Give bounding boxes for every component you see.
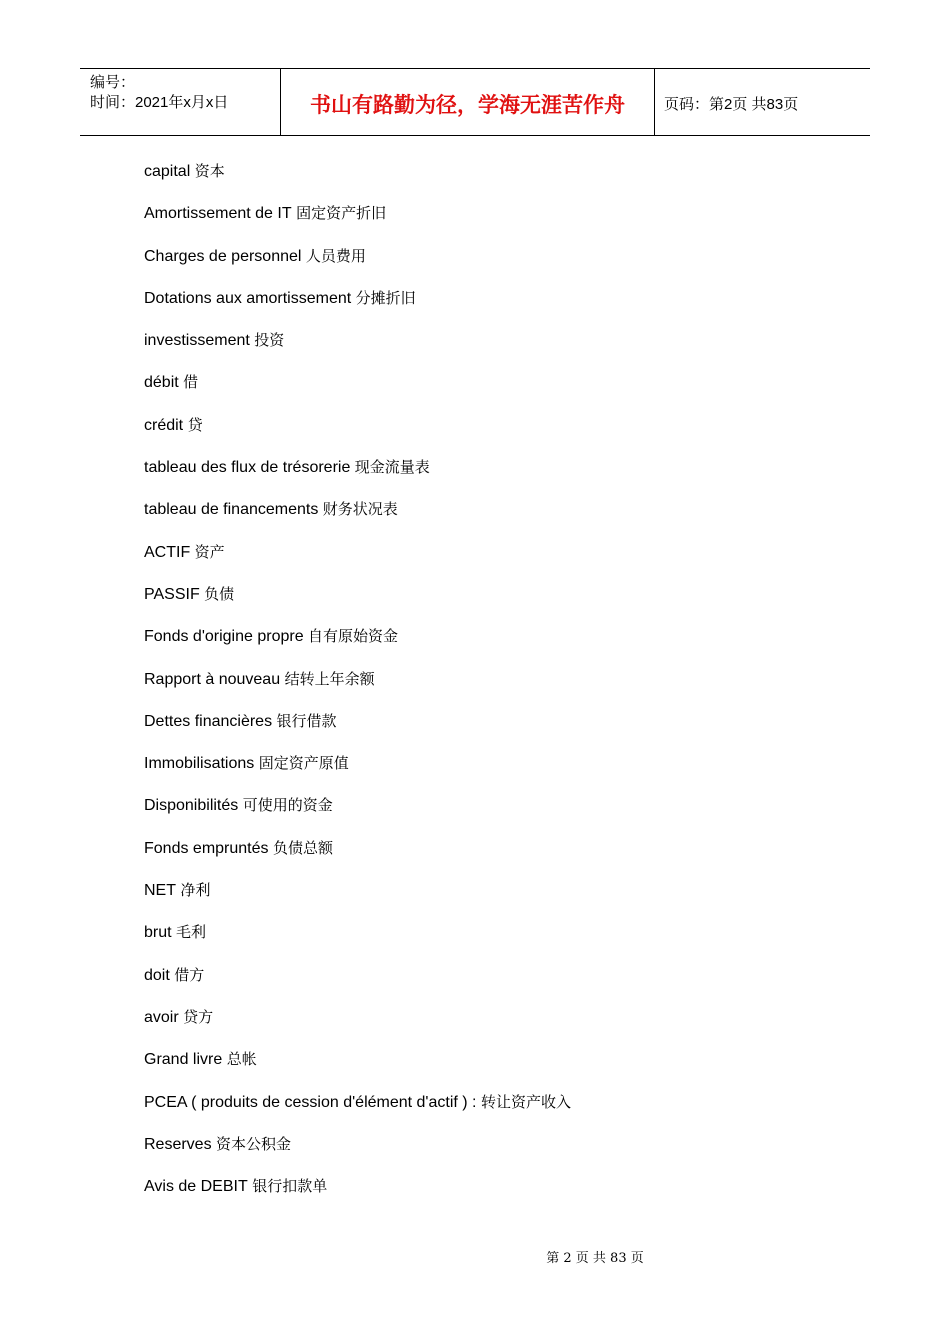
term-chinese: 自有原始资金 xyxy=(308,627,399,646)
term-chinese: 分摊折旧 xyxy=(355,288,416,307)
glossary-item xyxy=(144,329,571,371)
term-french: NET xyxy=(144,882,176,900)
term-french: débit xyxy=(144,374,179,392)
term-french: Reserves xyxy=(144,1135,212,1153)
term-french: Amortissement de IT xyxy=(144,205,292,223)
page-header xyxy=(80,68,870,136)
glossary-item xyxy=(144,245,571,287)
glossary-item xyxy=(144,1133,571,1175)
glossary-item xyxy=(144,752,571,794)
date-line: 时间：2021年x月x日 xyxy=(90,94,229,111)
page-footer xyxy=(0,1247,950,1266)
term-chinese: 财务状况表 xyxy=(322,500,398,519)
term-french: capital xyxy=(144,163,191,180)
term-french: crédit xyxy=(144,416,184,434)
glossary-item xyxy=(144,583,571,625)
term-chinese: 转让资产收入 xyxy=(480,1092,571,1111)
footer-page-number: 第 2 页 共 83 页 xyxy=(546,1251,644,1266)
term-french: Immobilisations xyxy=(144,755,255,773)
term-french: Disponibilités xyxy=(144,797,239,815)
header-page-cell xyxy=(655,69,870,135)
term-french: brut xyxy=(144,924,172,942)
term-french: PCEA ( produits de cession d'élément d'actif ) : xyxy=(144,1093,477,1111)
glossary-item xyxy=(144,456,571,498)
term-french: Charges de personnel xyxy=(144,247,302,265)
term-french: Avis de DEBIT xyxy=(144,1178,248,1196)
term-french: avoir xyxy=(144,1008,179,1026)
glossary-item xyxy=(144,1006,571,1048)
term-chinese: 贷 xyxy=(187,415,203,434)
term-french: doit xyxy=(144,966,170,984)
term-chinese: 贷方 xyxy=(183,1007,214,1026)
term-chinese: 借 xyxy=(183,373,199,392)
glossary-item xyxy=(144,794,571,836)
serial-number-label: 编号： xyxy=(90,74,136,91)
term-chinese: 负债总额 xyxy=(272,838,333,857)
glossary-item xyxy=(144,498,571,540)
glossary-item xyxy=(144,202,571,244)
glossary-item xyxy=(144,964,571,1006)
glossary-item xyxy=(144,1175,571,1217)
term-french: Rapport à nouveau xyxy=(144,670,281,688)
term-french: PASSIF xyxy=(144,585,200,603)
term-french: tableau des flux de trésorerie xyxy=(144,459,351,477)
term-chinese: 结转上年余额 xyxy=(284,669,375,688)
glossary-item xyxy=(144,1048,571,1090)
term-french: ACTIF xyxy=(144,543,191,561)
term-chinese: 净利 xyxy=(180,881,211,900)
term-french: tableau de financements xyxy=(144,501,319,519)
glossary-item xyxy=(144,414,571,456)
glossary-item xyxy=(144,287,571,329)
term-chinese: 负债 xyxy=(204,584,235,603)
glossary-item xyxy=(144,921,571,963)
term-chinese: 人员费用 xyxy=(305,246,366,265)
term-chinese: 资本 xyxy=(194,162,225,180)
term-french: Dettes financières xyxy=(144,712,273,730)
glossary-item xyxy=(144,541,571,583)
glossary-item xyxy=(144,668,571,710)
term-chinese: 银行扣款单 xyxy=(252,1177,328,1196)
glossary-item xyxy=(144,1091,571,1133)
term-chinese: 固定资产原值 xyxy=(258,754,349,773)
term-chinese: 银行借款 xyxy=(276,711,337,730)
motto-text: 书山有路勤为径，学海无涯苦作舟 xyxy=(310,92,625,117)
header-meta-cell xyxy=(80,69,281,135)
glossary-list xyxy=(144,160,571,1217)
glossary-item xyxy=(144,879,571,921)
glossary-item xyxy=(144,710,571,752)
term-chinese: 固定资产折旧 xyxy=(296,204,387,223)
term-chinese: 现金流量表 xyxy=(354,458,430,477)
term-french: Fonds d'origine propre xyxy=(144,628,304,646)
term-chinese: 总帐 xyxy=(226,1050,257,1069)
header-motto-cell xyxy=(281,69,655,135)
glossary-item xyxy=(144,837,571,879)
term-chinese: 资产 xyxy=(194,542,225,561)
term-chinese: 借方 xyxy=(174,965,205,984)
glossary-item xyxy=(144,625,571,667)
term-chinese: 可使用的资金 xyxy=(242,796,333,815)
term-chinese: 投资 xyxy=(254,331,285,350)
term-french: investissement xyxy=(144,332,250,350)
term-chinese: 资本公积金 xyxy=(216,1134,292,1153)
term-french: Fonds empruntés xyxy=(144,839,269,857)
term-french: Dotations aux amortissement xyxy=(144,289,352,307)
term-french: Grand livre xyxy=(144,1051,223,1069)
glossary-item xyxy=(144,371,571,413)
page-info: 页码：第2页 共83页 xyxy=(664,96,799,113)
glossary-item xyxy=(144,160,571,202)
term-chinese: 毛利 xyxy=(176,923,207,942)
